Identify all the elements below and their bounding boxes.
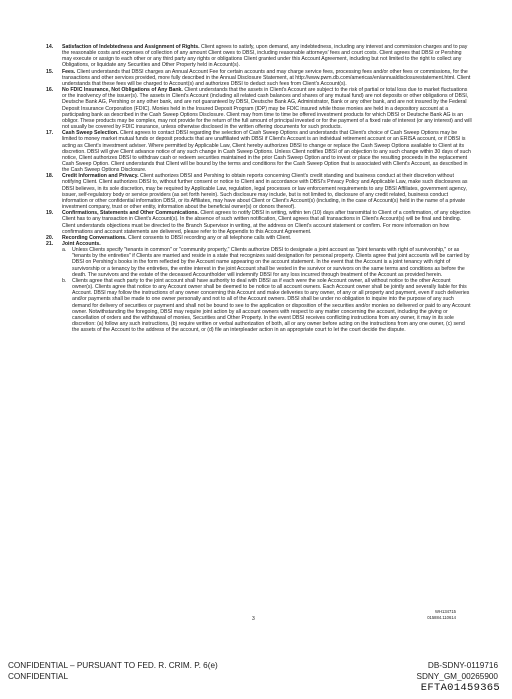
section-number: 16. — [46, 87, 54, 94]
section-15 — [46, 69, 472, 87]
section-title: Joint Accounts. — [62, 241, 101, 247]
section-title: Satisfaction of Indebtedness and Assignment of Rights. — [62, 44, 200, 50]
section-18 — [46, 173, 472, 210]
bates-number-sdny: SDNY_GM_00265900 — [416, 672, 498, 681]
section-title: Confirmations, Statements and Other Communications. — [62, 210, 199, 217]
section-number: 20. — [46, 234, 54, 241]
section-number: 18. — [46, 173, 54, 180]
section-number: 19. — [46, 210, 54, 217]
bates-number-efta: EFTA01459365 — [420, 682, 500, 694]
section-text: Client agrees to contact DBSI regarding the selection of Cash Sweep Options and understands that Client's choice of Cash Sweep Options may be limited to money market mutual funds or deposit products that are unaffiliated with DBSI if Client's Account is an individual retirement account or an ERISA account, or if DBSI is acting as Client's investment adviser. Where permitted by Applicable Law, Client hereby authorizes DBSI to change or replace the Cash Sweep Options available to Client at its discretion. DBSI will give Client advance notice of any such change in Cash Sweep Options. Unless Client notifies DBSI of an objection to any such change within 30 days of such notice, Client authorizes DBSI to withdraw cash or redeem securities maintained in the prior Cash Sweep Option and to invest or place the resulting proceeds in the replacement Cash Sweep Option. Client understands that Client will be bound by the terms and conditions for the Cash Sweep Option that is associated with Client's Account, as described in the Cash Sweep Options Disclosure. — [62, 130, 471, 174]
bates-number-db: DB-SDNY-0119716 — [427, 661, 498, 670]
section-number: 17. — [46, 130, 54, 137]
subsection-a — [62, 247, 472, 278]
agreement-body — [46, 44, 472, 333]
document-reference-code: 015884.110614 — [427, 615, 456, 620]
subsection-b — [62, 278, 472, 333]
section-number: 21. — [46, 241, 54, 247]
subsection-letter: a. — [62, 247, 67, 254]
subsection-text: Unless Clients specify "tenants in common" or "community property," Clients authorize DBSI to designate a joint account as "joint tenants with right of survivorship," or as "tenants by the entireties" if Clients are married and reside in a state that recognizes said designation for personal property. Clients agree that joint accounts will be carried by DBSI on Pershing's books in the form reflected by the Account name appearing on the account statement. In the event that the Account is a joint tenancy with right of survivorship or a tenancy by the entireties, the entire interest in the joint Account shall be vested in the survivor or survivors on the same terms and conditions as before the death. The survivors and the estate of the deceased Accountholder will indemnify DBSI for any loss incurred through treatment of the Account as provided herein. — [72, 247, 470, 278]
section-number: 14. — [46, 44, 54, 50]
section-number: 15. — [46, 68, 54, 75]
section-title: No FDIC Insurance, Not Obligations of Any Bank. — [62, 87, 183, 94]
section-text: Client understands that DBSI charges an Annual Account Fee for certain accounts and may charge service fees, processing fees and/or other fees or commissions, for the transactions and other services provided, more fully described in the Annual Disclosure Statement, at http://www.pwm.db.com/americas/en/annualdisclosurestatement.html. Client understands that these fees will be charged to Account(s) and authorizes DBSI to deduct such fees from Client's Account(s). — [62, 68, 471, 87]
section-text: Client consents to DBSI recording any or all telephone calls with Client. — [128, 234, 292, 241]
section-16 — [46, 87, 472, 130]
subsection-text: Clients agree that each party to the joint account shall have authority to deal with DBSI as if each were the sole Account owner, all without notice to the other Account owner(s). Clients agree that notice to any Account owner shall be deemed to be notice to all account owners. Each Account owner shall be jointly and severally liable for this Account. DBSI may follow the instructions of any owner concerning this Account and make deliveries to any owner, of any or all property and payment, even if such deliveries and/or payments shall be made to one owner personally and not to all of the Account owners. DBSI shall be under no obligation to inquire into the purpose of any such demand for delivery of securities or payment and shall not be bound to see to the application or disposition of the securities and/or monies so delivered or paid to any Account owner. Notwithstanding the foregoing, DBSI may require joint action by all account owners with respect to any matter concerning the account, including the giving or cancellation of orders and the withdrawal of monies, Securities and Other Property. In the event DBSI receives conflicting instructions from any owner, it may in its sole discretion: (a) follow any such instructions, (b) require written or verbal authorization of both, all or any owner before acting on the instructions from any one owner, (c) send the assets of the Account to the address of the account, or (d) file an interpleader action in an appropriate court to let the court decide the dispute. — [72, 277, 471, 334]
section-title: Cash Sweep Selection. — [62, 130, 119, 137]
section-text: Client agrees to notify DBSI in writing, within ten (10) days after transmittal to Client of a confirmation, of any objection Client has to any transaction in Client's Account(s). In the absence of such written notification, Client agrees that all transactions in Client's Account(s) will be final and binding. Client understands objections must be directed to the Branch Supervisor in writing, at the address on Client's account statement or confirm. For more information on how confirmations and account statements are delivered, please refer to the Appendix to this Account Agreement. — [62, 210, 471, 235]
section-14 — [46, 44, 472, 69]
section-text: Client understands that the assets in Client's Account are subject to the risk of partial or total loss due to market fluctuations or the insolvency of the issuer(s). The assets in Client's Account (including all related cash balances and shares of any mutual fund) are not deposits or other obligations of DBSI, Deutsche Bank AG, Pershing or any other bank, and are not guaranteed by DBSI, Deutsche Bank AG, Administrator, Bank or any other bank, and are not insured by the Federal Deposit Insurance Corporation (FDIC). Monies held in the Insured Deposit Program (IDP) may be FDIC insured while those monies are held in a depository account at a participating bank as described in the Cash Sweep Options Disclosure. Client may from time to time be offered investment products for which DBSI or Deutsche Bank AG is an obligor. These products may be complex, may not provide for the return of the full amount of principal invested or for the payment of a fixed rate of interest (or any interest) and will not usually be covered by FDIC insurance, unless otherwise disclosed in the written offering documents for such products. — [62, 87, 472, 131]
joint-accounts-subsections — [62, 247, 472, 333]
section-text: Client authorizes DBSI and Pershing to obtain reports concerning Client's credit standing and business conduct at their discretion without notifying Client. Client authorizes DBSI to, without further consent or notice to Client and in accordance with DBSI's Privacy Policy and Applicable Law, make such disclosures as DBSI believes, in its sole discretion, may be required by Applicable Law, regulation, legal processes or law enforcement requirements to any DBSI Affiliates, government agency, issuer, self-regulatory body or service providers (as set forth herein). Such disclosure may include, but is not limited to, disclosure of any credit related, business conduct information or other confidential information DBSI, or its Affiliates, may have about Client or Client's Account(s) (including, in the case of Account(s) held in the name of a private investment company, trust or other entity, information about the beneficial owner(s) or donors thereof). — [62, 173, 468, 211]
confidentiality-notice: CONFIDENTIAL – PURSUANT TO FED. R. CRIM. P. 6(e) — [8, 661, 218, 670]
section-17 — [46, 130, 472, 173]
section-title: Credit Information and Privacy. — [62, 173, 139, 180]
document-reference: WH134715 — [435, 609, 456, 614]
page-number: 3 — [252, 616, 255, 622]
subsection-letter: b. — [62, 277, 67, 284]
section-19 — [46, 210, 472, 235]
confidential-label: CONFIDENTIAL — [8, 672, 69, 681]
section-title: Fees. — [62, 68, 76, 75]
section-title: Recording Conversations. — [62, 234, 127, 241]
section-text: Client agrees to satisfy, upon demand, any indebtedness, including any interest and commission charges and to pay the reasonable costs and expenses of collection of any amount Client owes to DBSI, including reasonable attorneys' fees and court costs. Client agrees that DBSI or Pershing may execute or assign to each other or any third party any rights or obligations Client granted under this Account Agreement, including but not limited to the right to collect any Obligations, or liquidate any Securities and Other Property held in Account(s). — [62, 44, 468, 69]
